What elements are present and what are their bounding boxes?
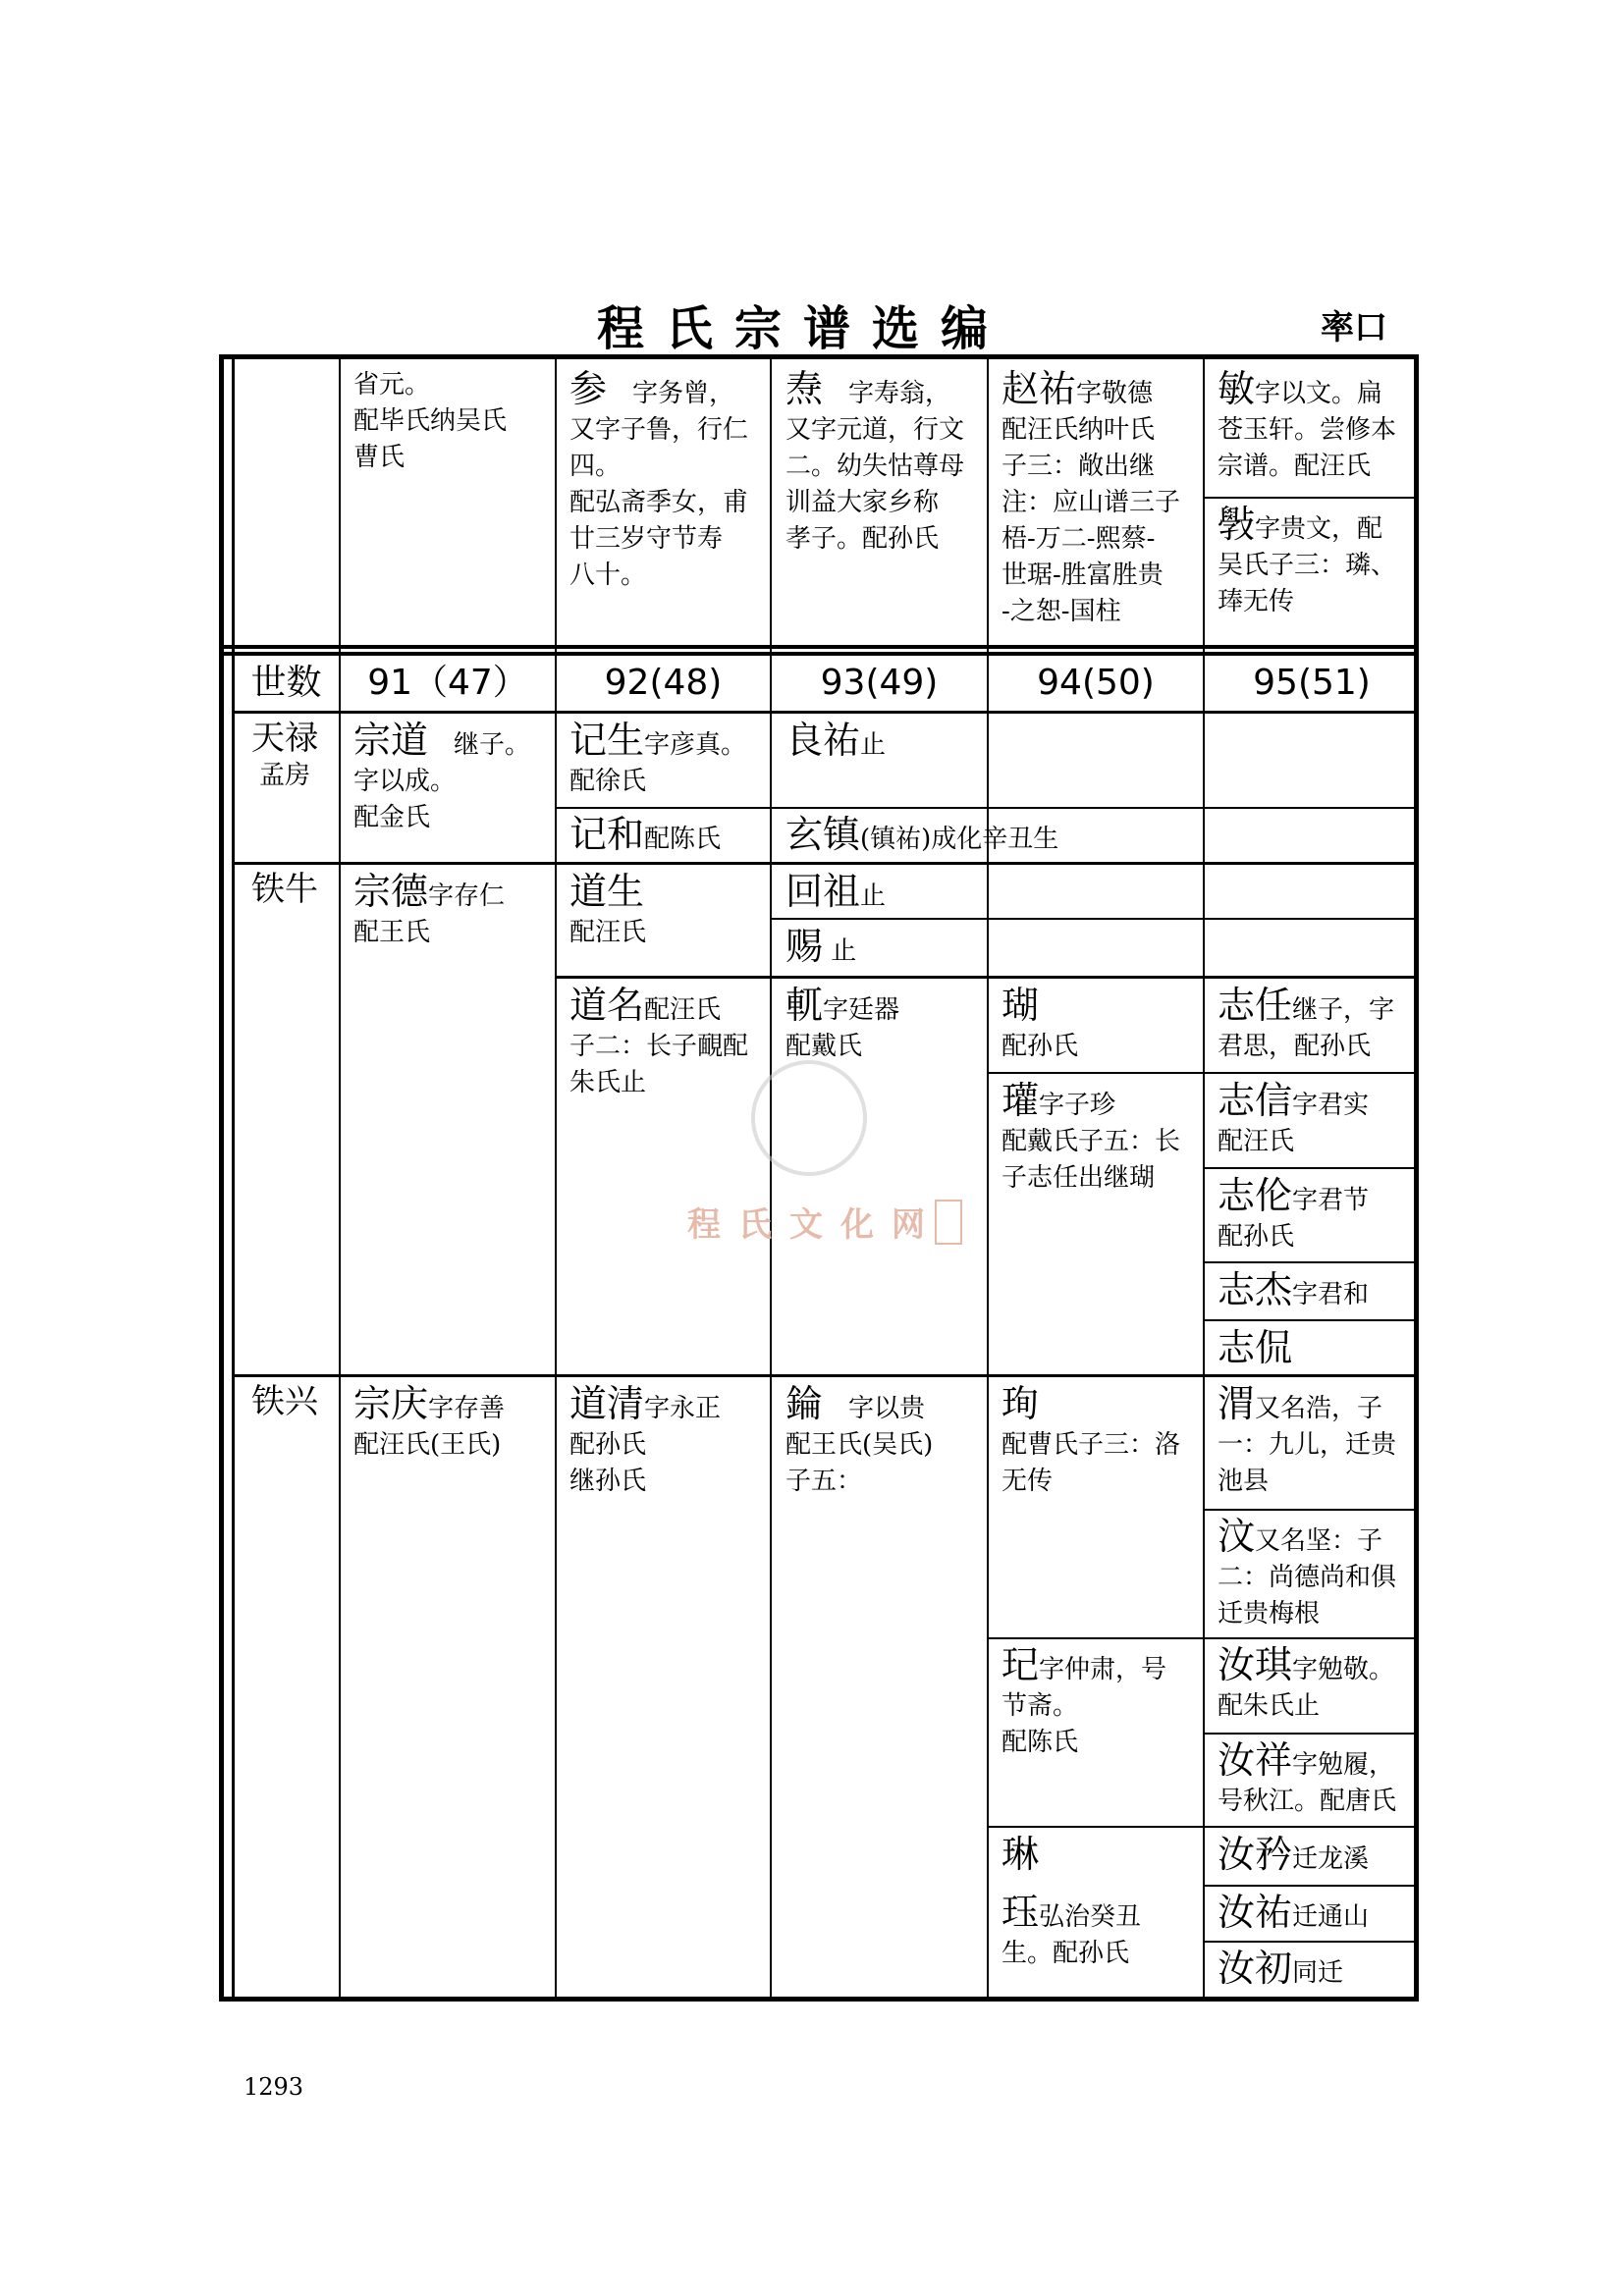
entry-text: 配汪氏 [569,918,647,947]
entry-name: 回祖 [785,870,861,913]
branch-name: 铁兴 [251,1382,318,1421]
entry-name: 赵祐 [1001,367,1077,410]
entry-name: 汝矜 [1218,1833,1293,1876]
entry-name: 志杰 [1218,1268,1293,1311]
row-divider [232,711,1419,714]
entry-text: 字务曾， 又字子鲁，行仁 四。 配弘斋季女，甫 廿三岁守节寿 八十。 [569,379,749,590]
entry-name: 志信 [1218,1079,1293,1122]
entry-guan [1001,1079,1198,1197]
entry-yu [1001,1891,1198,1972]
entry-text: 同迁 [1292,1958,1344,1988]
watermark-seal [751,1060,867,1176]
generation-header: 95(51) [1253,663,1371,703]
entry-ren [785,984,982,1065]
entry-name: 记和 [569,813,645,856]
page-number: 1293 [244,2073,304,2101]
entry-name: 渭 [1218,1382,1256,1425]
entry-name: 焘 [785,367,824,410]
entry-name: 参 [569,367,608,410]
entry-name: 汝祐 [1218,1891,1293,1934]
place-label: 率口 [1321,308,1387,347]
entry-name: 瑚 [1001,984,1040,1027]
row-divider [232,862,1419,865]
entry-text: 又名浩，子 一：九儿，迁贵 池县 [1218,1394,1397,1496]
page-title: 程氏宗谱选编 [597,301,1010,356]
branch-name: 铁牛 [251,870,318,909]
entry-zongdao [353,719,550,836]
entry-qi [1001,1643,1198,1761]
generation-header-label: 世数 [250,663,322,703]
column-divider [232,359,235,1997]
entry-text: 字以贵 配王氏(吴氏) 子五： [785,1394,934,1496]
branch-label-tianlu [236,719,334,793]
entry-name: 道名 [569,984,645,1027]
entry-name: 汶 [1218,1515,1256,1558]
entry-rujin [1218,1833,1414,1878]
entry-text: 字君节 配孙氏 [1218,1186,1370,1252]
entry-name: 斅 [1218,503,1256,546]
entry-text: 省元。 配毕氏纳吴氏 曹氏 [353,370,508,472]
entry-zongqing [353,1382,550,1464]
entry-ruxiang [1218,1738,1414,1820]
row-divider [1203,1167,1419,1169]
entry-text: 止 [860,881,887,911]
row-divider [770,918,1419,920]
entry-name: 良祐 [785,719,861,762]
entry-text: 字存善 配汪氏(王氏) [353,1394,506,1460]
entry-name: 瓘 [1001,1079,1040,1122]
entry-wen [1218,1515,1414,1632]
column-divider [987,359,989,1997]
entry-name: 錀 [785,1382,824,1425]
row-divider [1203,1885,1419,1887]
entry-name: 玘 [1001,1643,1040,1686]
entry-text: 字敬德 配汪氏纳叶氏 子三：敞出继 注：应山谱三子 梧-万二-熙蔡- 世琚-胜富胜贵 -之恕-国柱 [1001,379,1181,626]
entry-text: 字廷器 配戴氏 [785,995,900,1061]
entry-xun [1001,1382,1198,1500]
row-divider [1203,1261,1419,1263]
row-divider [232,1374,1419,1377]
row-divider [219,645,1419,649]
entry-zhilun [1218,1174,1414,1255]
entry-liangyou [785,719,982,764]
entry-can [569,367,766,594]
entry-name: 汝祥 [1218,1738,1293,1782]
column-divider [770,359,772,1997]
branch-name: 天禄 [251,719,318,758]
generation-header: 93(49) [820,663,939,703]
entry-zhikan [1218,1326,1414,1371]
entry-text: 配孙氏 [1001,1032,1079,1061]
entry-zongde [353,870,550,951]
entry-ci [785,925,982,970]
entry-text: 止 [823,936,857,966]
row-divider [1203,1941,1419,1943]
entry-name: 琳 [1001,1833,1040,1876]
entry-name: 志任 [1218,984,1293,1027]
entry-text: 字永正 配孙氏 继孙氏 [569,1394,722,1496]
row-divider [1203,497,1419,499]
entry-text: 配汪氏 子二：长子靦配 朱氏止 [569,995,749,1097]
entry-text: (镇祐)成化辛丑生 [860,825,1059,854]
row-divider [1203,1509,1419,1511]
entry-zhijie [1218,1268,1414,1313]
generation-header: 94(50) [1037,663,1155,703]
entry-lin [1001,1833,1198,1878]
entry-name: 宗德 [353,870,429,913]
row-divider [1203,1733,1419,1735]
entry-zhiren [1218,984,1414,1065]
entry-name: 宗道 [353,719,429,762]
branch-sub: 孟房 [258,761,310,790]
entry-text: 又名坚：子 二：尚德尚和俱 迁贵梅根 [1218,1526,1397,1629]
watermark-text: 程氏文化网 [687,1205,943,1245]
entry-daoqing [569,1382,766,1500]
entry-text: 配陈氏 [644,825,722,854]
entry-text: 迁龙溪 [1292,1844,1370,1874]
entry-daoming [569,984,766,1101]
entry-text: 字仲肃，号 节斋。 配陈氏 [1001,1655,1167,1757]
entry-name: 宗庆 [353,1382,429,1425]
generation-header: 92(48) [604,663,723,703]
entry-zhixin [1218,1079,1414,1160]
entry-text: 字以文。扁 苍玉轩。尝修本 宗谱。配汪氏 [1218,379,1397,481]
entry-tao [785,367,982,558]
entry-text: 迁通山 [1292,1902,1370,1932]
entry-name: 志伦 [1218,1174,1293,1217]
watermark-stamp [935,1200,962,1245]
entry-text: 字贵文，配 吴氏子三：璘、 琫无传 [1218,514,1397,616]
entry-wei [1218,1382,1414,1500]
entry-name: 道清 [569,1382,645,1425]
entry-name: 记生 [569,719,645,762]
entry-name: 汝初 [1218,1947,1293,1990]
entry-name: 珏 [1001,1891,1040,1934]
entry-name: 玄镇 [785,813,861,856]
entry-huizu [785,870,982,915]
entry-xuanzhen [785,813,1198,858]
branch-label-tiexing [236,1382,334,1421]
entry-text: 继子。 字以成。 配金氏 [353,730,531,832]
entry-name: 軏 [785,984,824,1027]
column-divider [1203,359,1205,1997]
entry-xiao [1218,503,1414,620]
row-divider [219,652,1419,656]
entry-jihe [569,813,766,858]
entry-text: 字君实 配汪氏 [1218,1091,1370,1156]
column-divider [339,359,341,1997]
entry-name: 赐 [785,925,824,968]
entry-text: 字彦真。 配徐氏 [569,730,747,796]
entry-min [1218,367,1414,485]
entry-ruchu [1218,1947,1414,1992]
entry-text: 弘治癸丑 生。配孙氏 [1001,1902,1142,1968]
entry-text: 字勉履， 号秋江。配唐氏 [1218,1750,1397,1816]
entry-text: 字寿翁， 又字元道，行文 二。幼失怙尊母 训益大家乡称 孝子。配孙氏 [785,379,965,554]
branch-label-tieniu [236,870,334,909]
entry-name: 汝琪 [1218,1643,1293,1686]
row-divider [1203,1319,1419,1321]
entry-name: 志侃 [1218,1326,1293,1369]
entry-jisheng [569,719,766,800]
entry-name: 珣 [1001,1382,1040,1425]
entry-text: 字勉敬。 配朱氏止 [1218,1655,1395,1721]
entry-text: 继子，字 君思，配孙氏 [1218,995,1395,1061]
entry-lun [785,1382,982,1500]
entry-ruqi [1218,1643,1414,1725]
column-divider [555,359,557,1997]
entry-zhaoyou [1001,367,1198,630]
entry-text: 字君和 [1292,1280,1370,1309]
generation-header: 91（47） [367,663,528,703]
entry-daosheng [569,870,766,951]
entry-ruyou [1218,1891,1414,1936]
entry-text: 配曹氏子三：洛 无传 [1001,1430,1181,1496]
entry-text: 字存仁 配王氏 [353,881,506,947]
entry-text: 字子珍 配戴氏子五：长 子志任出继瑚 [1001,1091,1181,1193]
entry-text: 止 [860,730,887,760]
entry-name: 敏 [1218,367,1256,410]
entry-hu [1001,984,1198,1065]
entry-name: 道生 [569,870,645,913]
